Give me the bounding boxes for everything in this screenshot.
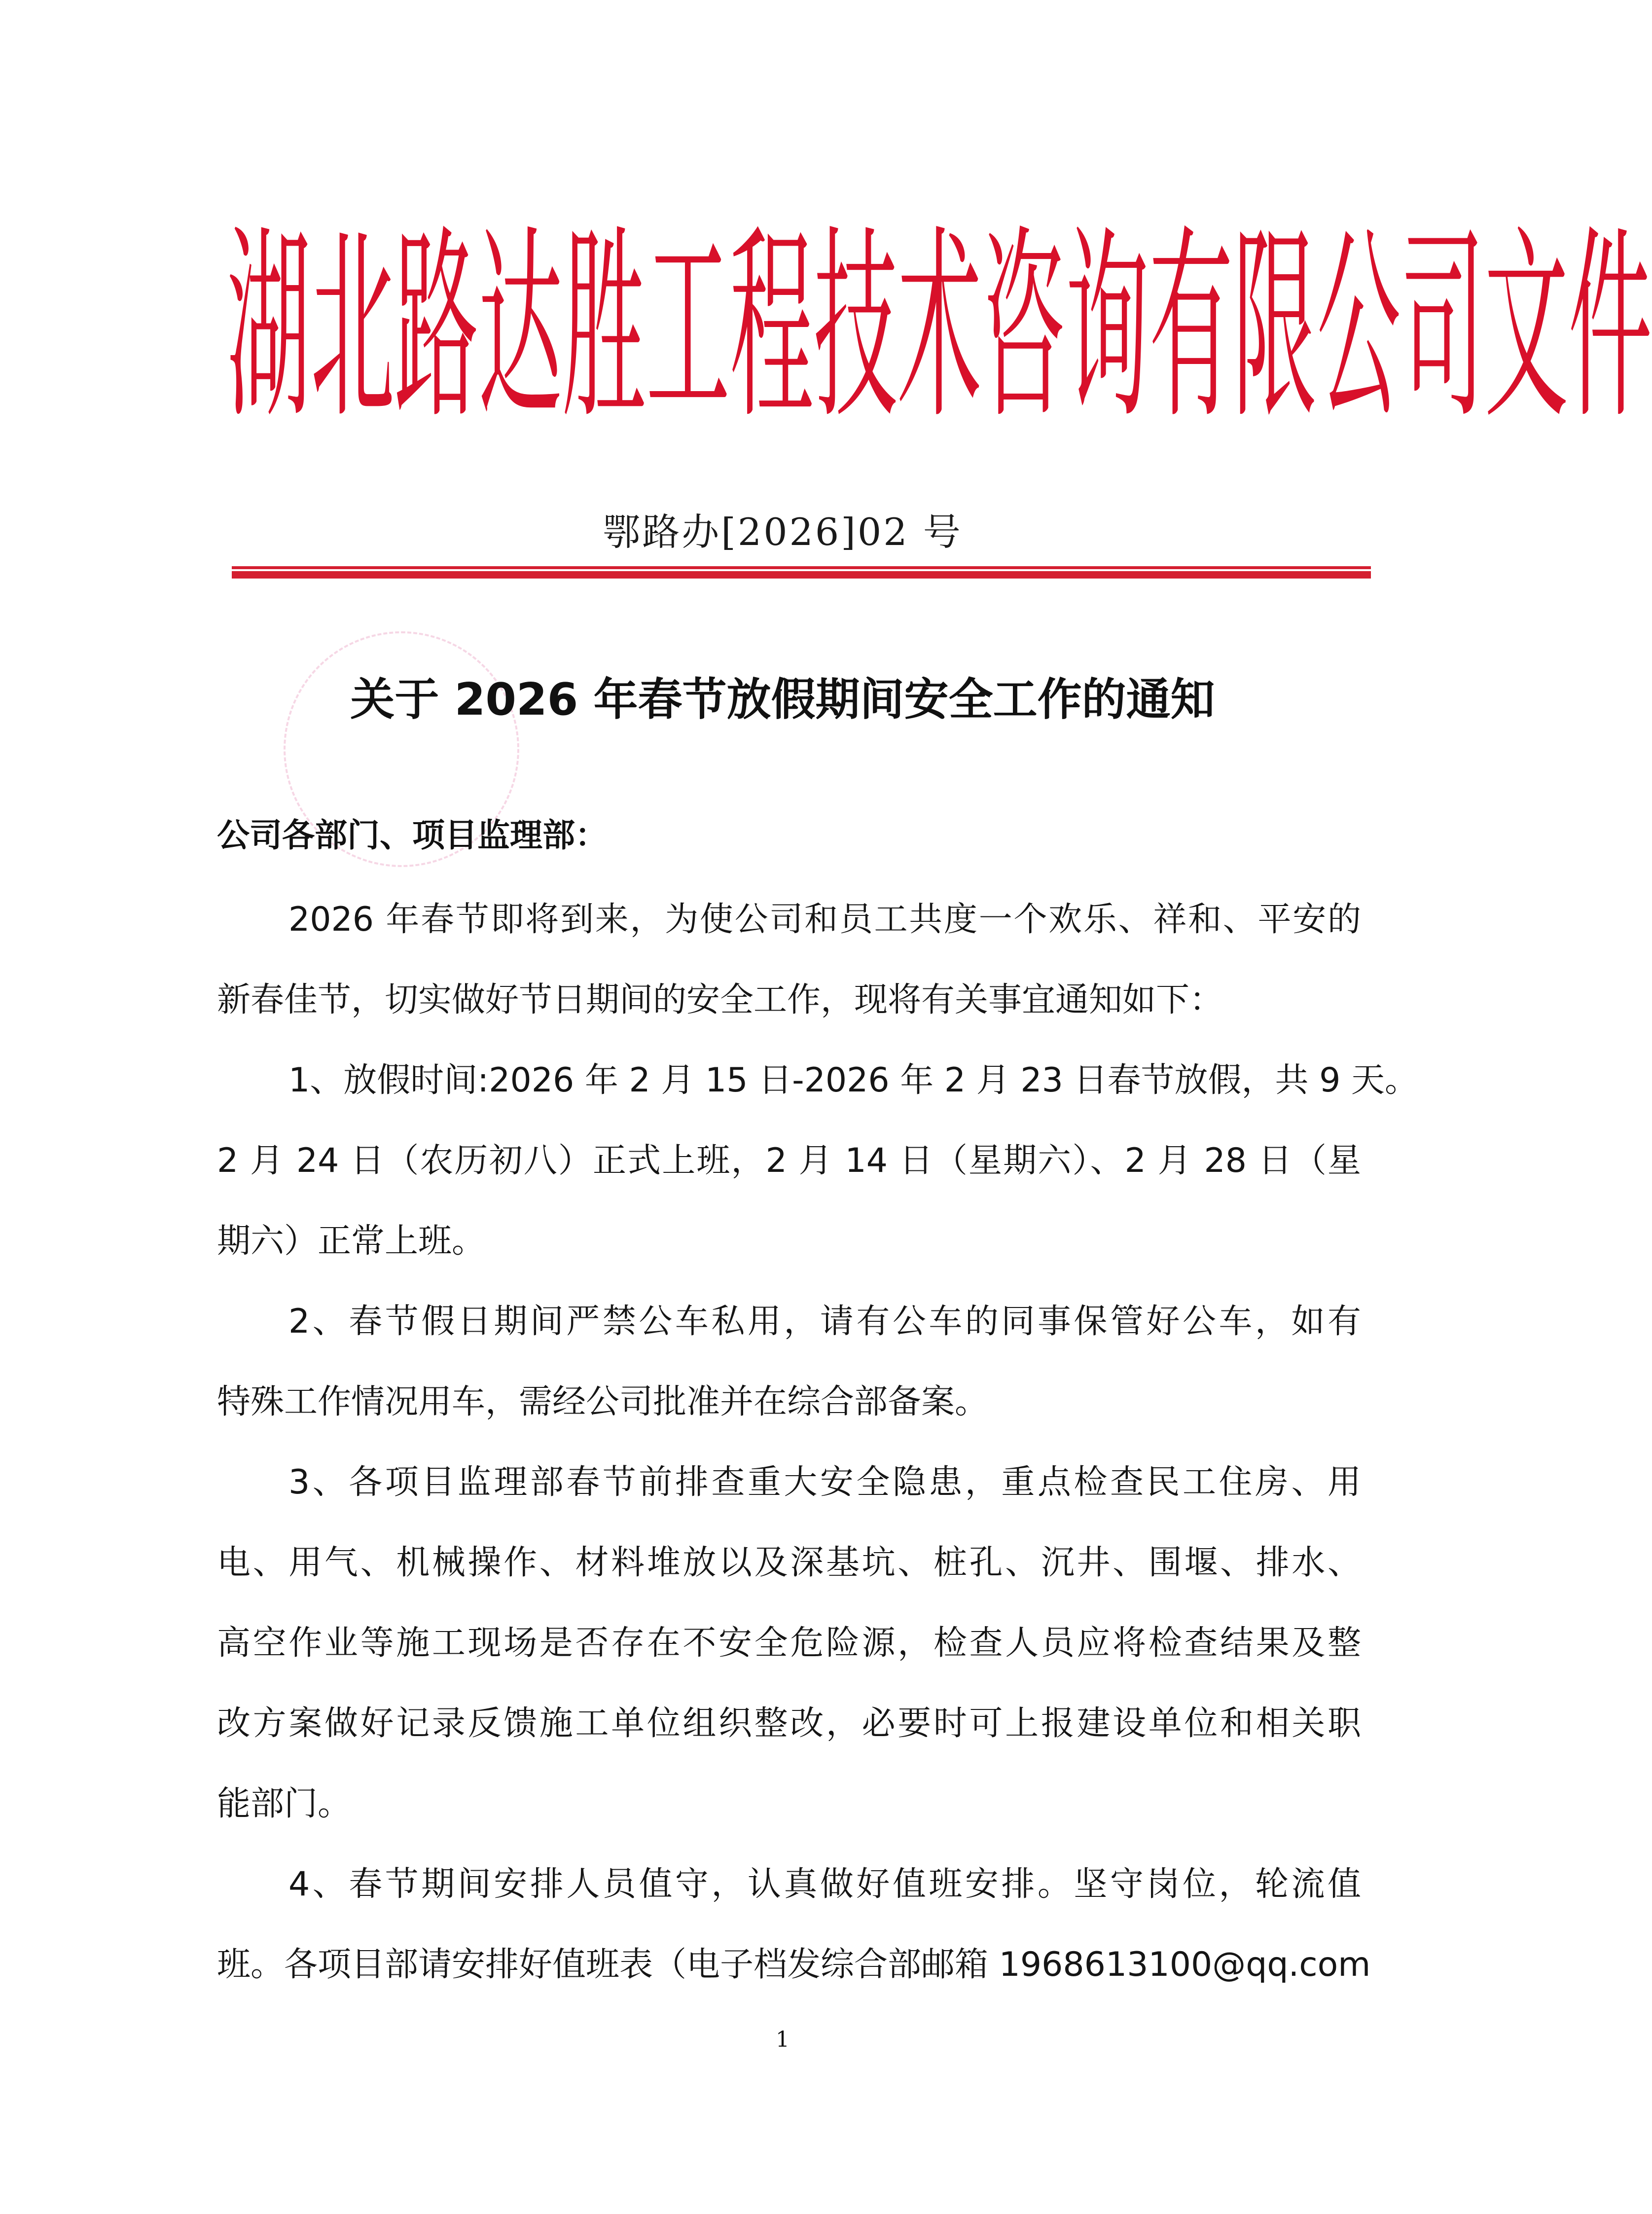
letterhead-char: 达 — [478, 208, 563, 448]
letterhead-char: 湖 — [227, 208, 311, 448]
letterhead-char: 公 — [1317, 208, 1401, 448]
body-line: 3、各项目监理部春节前排查重大安全隐患，重点检查民工住房、用 — [288, 1463, 1361, 1502]
body-line: 能部门。 — [217, 1784, 352, 1823]
letterhead-char: 程 — [730, 208, 814, 448]
letterhead-char: 咨 — [981, 208, 1066, 448]
body-line: 班。各项目部请安排好值班表（电子档发综合部邮箱 1968613100@qq.com — [217, 1945, 1371, 1984]
body-line: 2 月 24 日（农历初八）正式上班，2 月 14 日（星期六）、2 月 28 日（星 — [217, 1141, 1361, 1180]
body-line: 电、用气、机械操作、材料堆放以及深基坑、桩孔、沉井、围堰、排水、 — [217, 1543, 1361, 1582]
letterhead-char: 件 — [1568, 208, 1652, 448]
red-rule-thin — [232, 566, 1371, 569]
notice-title: 关于 2026 年春节放假期间安全工作的通知 — [350, 674, 1215, 726]
body-line: 2、春节假日期间严禁公车私用，请有公车的同事保管好公车，如有 — [288, 1302, 1361, 1341]
letterhead-char: 路 — [395, 208, 479, 448]
letterhead-char: 术 — [898, 208, 982, 448]
letterhead-char: 北 — [311, 208, 395, 448]
letterhead-char: 工 — [646, 208, 730, 448]
letterhead-char: 有 — [1149, 208, 1233, 448]
document-number: 鄂路办[2026]02 号 — [603, 510, 963, 554]
letterhead-char: 文 — [1484, 208, 1569, 448]
body-line: 改方案做好记录反馈施工单位组织整改，必要时可上报建设单位和相关职 — [217, 1704, 1361, 1743]
letterhead-char: 司 — [1401, 208, 1485, 448]
letterhead-char: 胜 — [562, 208, 646, 448]
body-line: 1、放假时间:2026 年 2 月 15 日-2026 年 2 月 23 日春节放假，共 9 天。 — [288, 1061, 1419, 1100]
salutation: 公司各部门、项目监理部： — [217, 816, 608, 854]
red-rule-thick — [232, 571, 1371, 579]
body-line: 特殊工作情况用车，需经公司批准并在综合部备案。 — [217, 1382, 989, 1421]
letterhead-title — [227, 208, 1652, 448]
page-number: 1 — [776, 2027, 790, 2052]
letterhead-char: 询 — [1065, 208, 1149, 448]
body-line: 高空作业等施工现场是否存在不安全危险源，检查人员应将检查结果及整 — [217, 1624, 1361, 1663]
letterhead-char: 技 — [814, 208, 898, 448]
body-line: 期六）正常上班。 — [217, 1222, 486, 1261]
body-line: 新春佳节，切实做好节日期间的安全工作，现将有关事宜通知如下： — [217, 980, 1223, 1019]
body-line: 4、春节期间安排人员值守，认真做好值班安排。坚守岗位，轮流值 — [288, 1865, 1361, 1904]
body-line: 2026 年春节即将到来，为使公司和员工共度一个欢乐、祥和、平安的 — [288, 900, 1361, 939]
letterhead-char: 限 — [1233, 208, 1317, 448]
